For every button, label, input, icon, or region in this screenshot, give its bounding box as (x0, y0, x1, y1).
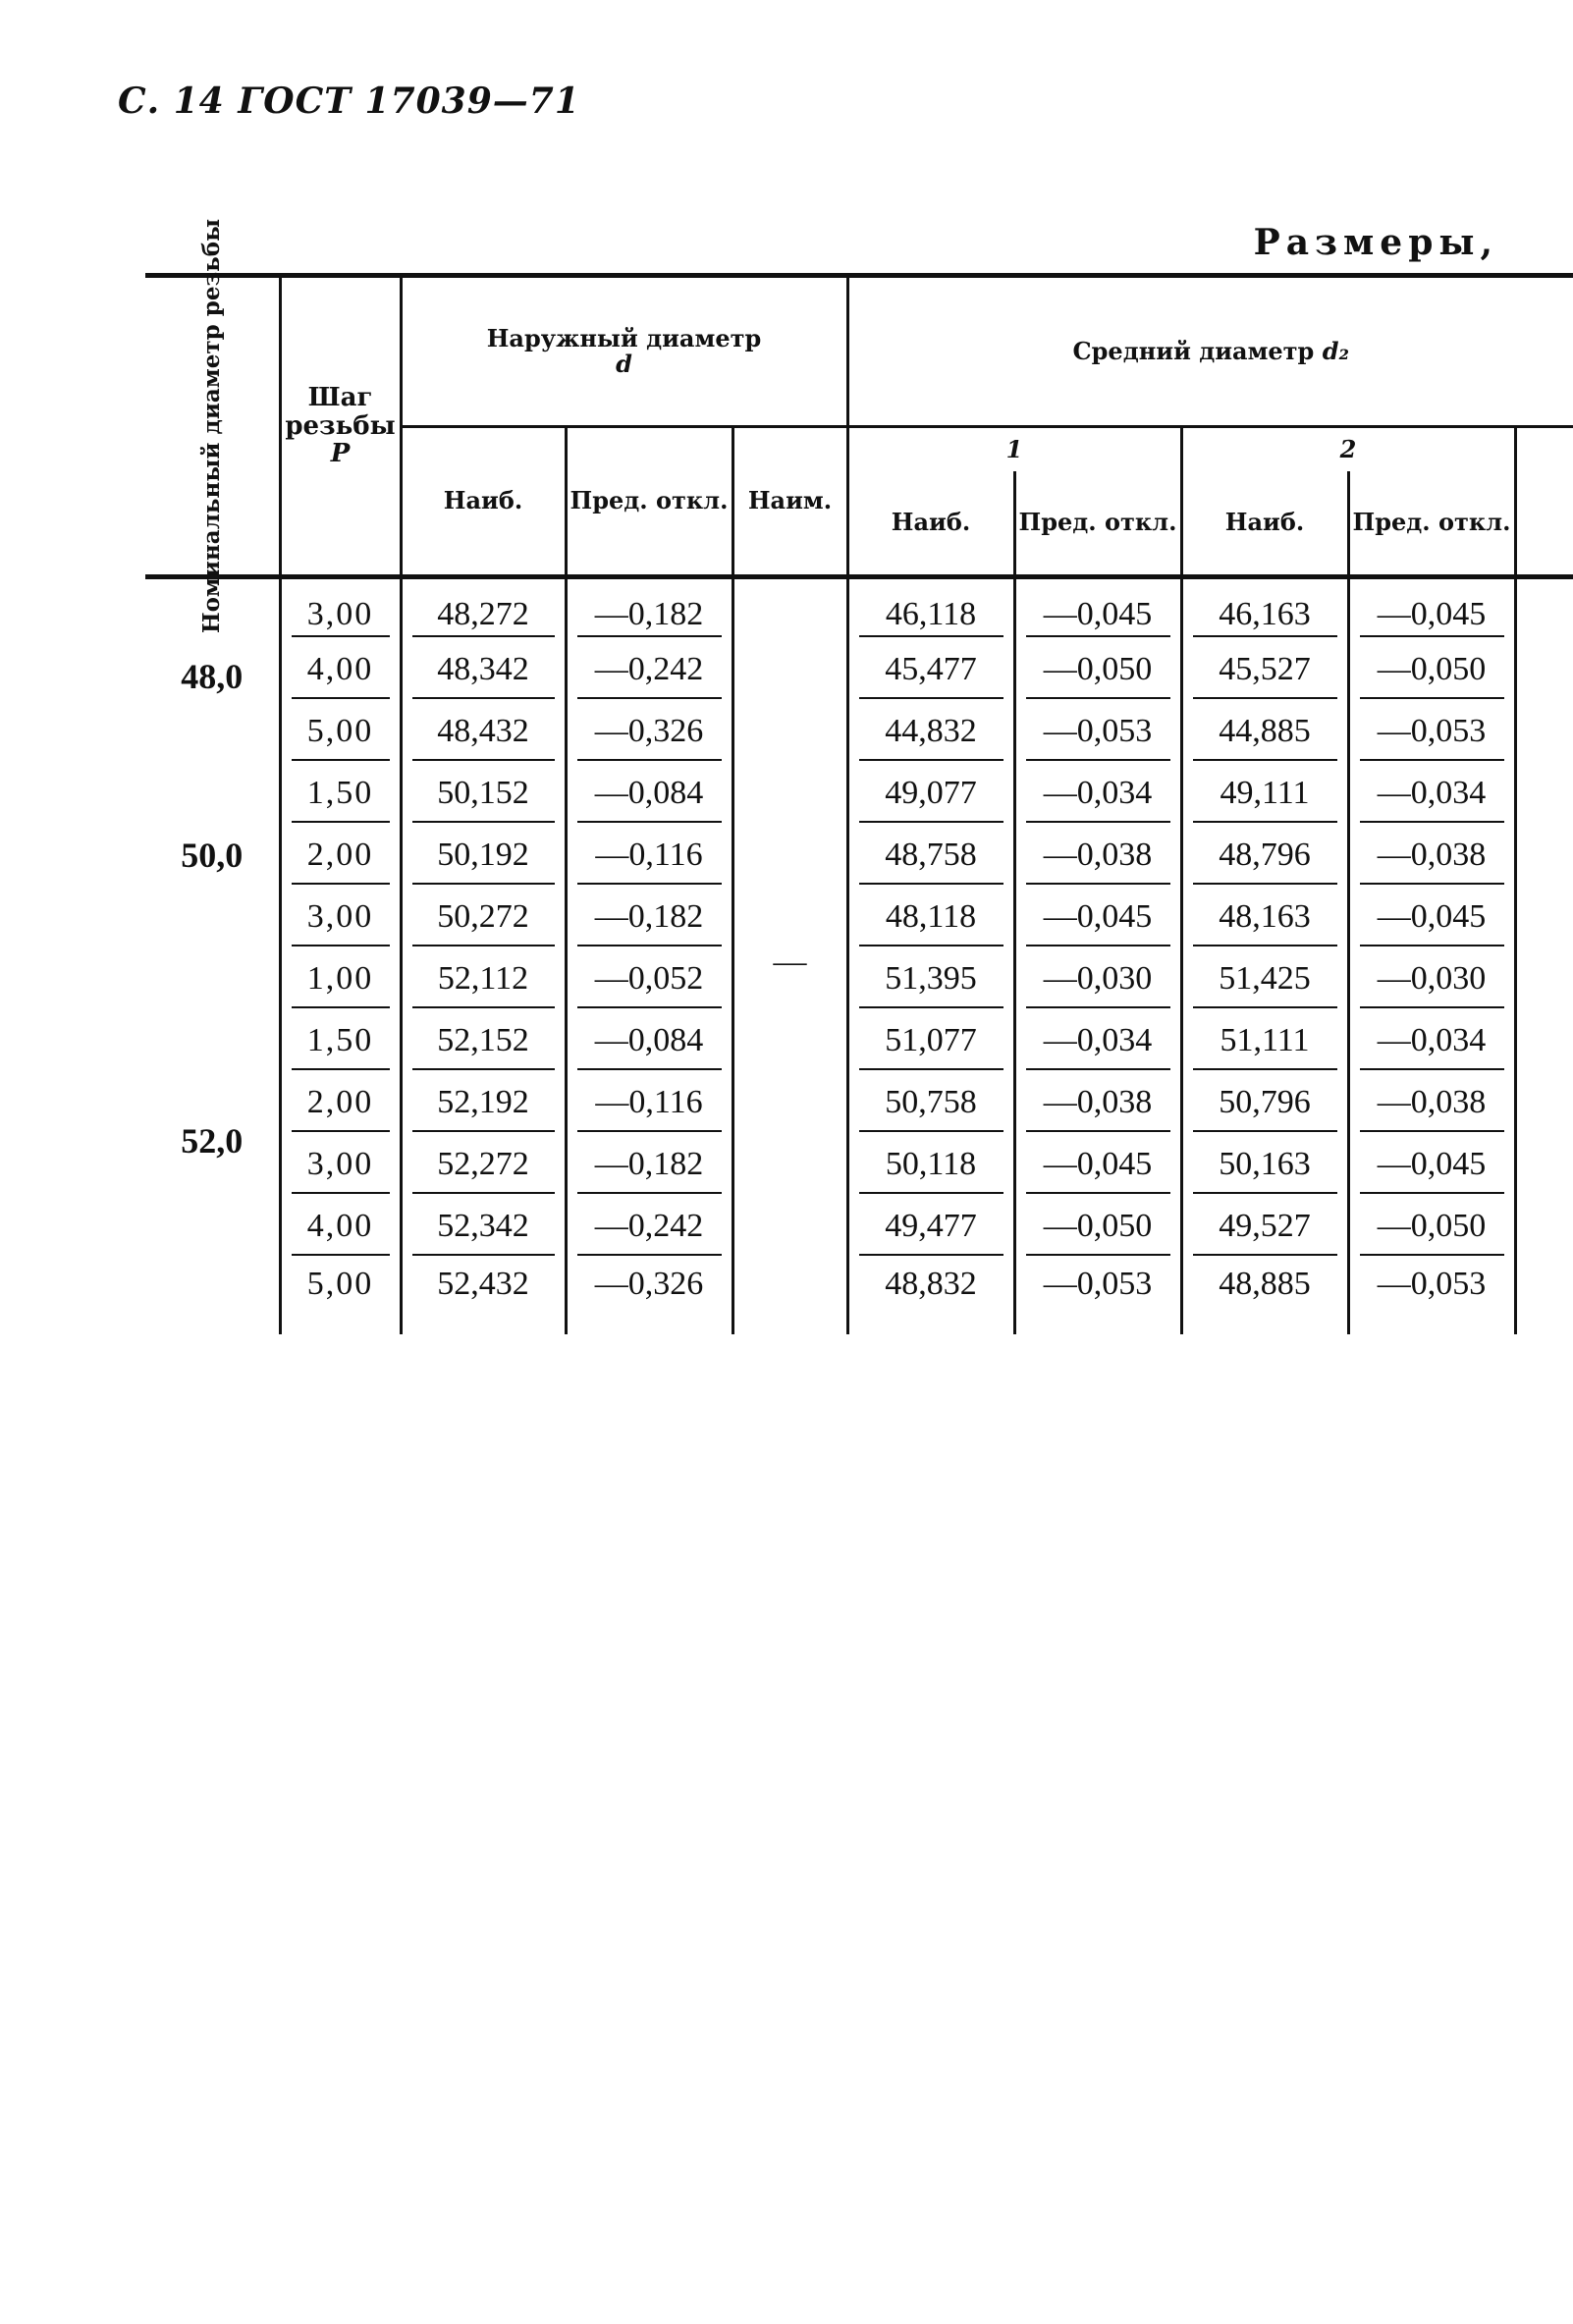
mean2-dev-cell: —0,053 (1348, 701, 1515, 763)
outer-dev-cell: —0,242 (566, 1196, 732, 1258)
mean2-dev-cell: —0,045 (1348, 887, 1515, 948)
outer-diameter-symbol: d (616, 350, 632, 378)
mean2-max-cell: 49,111 (1181, 763, 1348, 825)
mean1-dev-cell: —0,038 (1014, 1072, 1181, 1134)
mean1-max-cell: 45,477 (847, 639, 1014, 701)
mean2-dev-cell: —0,034 (1348, 763, 1515, 825)
mean1-max-cell: 46,118 (847, 577, 1014, 639)
outer-max-cell: 48,432 (401, 701, 566, 763)
pitch-cell: 5,00 (280, 701, 401, 763)
table-row (145, 1010, 1573, 1072)
outer-max-cell: 48,342 (401, 639, 566, 701)
outer-max-cell: 50,192 (401, 825, 566, 887)
mean1-max-cell: 48,832 (847, 1258, 1014, 1334)
mean-diameter-symbol: d₂ (1322, 336, 1349, 365)
outer-dev-cell: —0,084 (566, 1010, 732, 1072)
mean1-dev-cell: —0,045 (1014, 1134, 1181, 1196)
mean2-max-cell: 45,527 (1181, 639, 1348, 701)
outer-dev-cell: —0,326 (566, 701, 732, 763)
mean-group-2-header: 2 (1181, 427, 1515, 472)
mean1-dev-cell: —0,050 (1014, 1196, 1181, 1258)
pitch-cell: 4,00 (280, 1196, 401, 1258)
empty-cell (1515, 887, 1573, 948)
mean2-max-header: Наиб. (1181, 471, 1348, 577)
mean-diameter-label: Средний диаметр (1072, 336, 1315, 365)
mean2-max-cell: 51,425 (1181, 948, 1348, 1010)
mean2-dev-cell: —0,053 (1348, 1258, 1515, 1334)
mean1-max-cell: 51,395 (847, 948, 1014, 1010)
outer-min-header: Наим. (732, 427, 847, 577)
empty-cell (1515, 763, 1573, 825)
empty-cell (1515, 1072, 1573, 1134)
pitch-cell: 1,50 (280, 763, 401, 825)
nominal-diameter-label: Номинальный диаметр резьбы (197, 218, 225, 634)
outer-max-cell: 52,272 (401, 1134, 566, 1196)
mean1-max-cell: 48,118 (847, 887, 1014, 948)
pitch-header (280, 276, 401, 577)
outer-max-cell: 52,112 (401, 948, 566, 1010)
outer-dev-cell: —0,116 (566, 1072, 732, 1134)
mean2-max-cell: 44,885 (1181, 701, 1348, 763)
mean2-dev-cell: —0,030 (1348, 948, 1515, 1010)
pitch-cell: 5,00 (280, 1258, 401, 1334)
mean2-max-cell: 46,163 (1181, 577, 1348, 639)
outer-dev-cell: —0,116 (566, 825, 732, 887)
mean1-dev-header: Пред. откл. (1014, 471, 1181, 577)
nominal-diameter-cell: 48,0 (181, 657, 244, 697)
table-row (145, 1196, 1573, 1258)
empty-cell (1515, 577, 1573, 639)
empty-header-cell (1515, 427, 1573, 577)
pitch-cell: 4,00 (280, 639, 401, 701)
pitch-label: Шаг резьбы (285, 383, 396, 441)
mean2-dev-cell: —0,045 (1348, 577, 1515, 639)
empty-cell (1515, 825, 1573, 887)
mean2-dev-header: Пред. откл. (1348, 471, 1515, 577)
mean2-dev-cell: —0,038 (1348, 825, 1515, 887)
outer-dev-header: Пред. откл. (566, 427, 732, 577)
pitch-cell: 3,00 (280, 577, 401, 639)
outer-dev-cell: —0,182 (566, 577, 732, 639)
outer-max-header: Наиб. (401, 427, 566, 577)
outer-dev-cell: —0,242 (566, 639, 732, 701)
page-header: С. 14 ГОСТ 17039—71 (118, 81, 580, 122)
mean-diameter-header (847, 276, 1573, 427)
mean1-max-cell: 50,758 (847, 1072, 1014, 1134)
outer-min-cell: — (732, 577, 847, 1334)
mean1-max-header: Наиб. (847, 471, 1014, 577)
pitch-cell: 3,00 (280, 1134, 401, 1196)
empty-cell (1515, 639, 1573, 701)
table-row (145, 577, 1573, 639)
mean1-max-cell: 51,077 (847, 1010, 1014, 1072)
outer-dev-cell: —0,052 (566, 948, 732, 1010)
mean1-dev-cell: —0,045 (1014, 577, 1181, 639)
outer-max-cell: 52,192 (401, 1072, 566, 1134)
nominal-diameter-cell: 50,0 (181, 836, 244, 875)
outer-dev-cell: —0,182 (566, 887, 732, 948)
mean1-dev-cell: —0,034 (1014, 1010, 1181, 1072)
outer-max-cell: 52,432 (401, 1258, 566, 1334)
mean1-dev-cell: —0,030 (1014, 948, 1181, 1010)
table-row (145, 763, 1573, 825)
mean1-dev-cell: —0,038 (1014, 825, 1181, 887)
table-row (145, 1258, 1573, 1334)
outer-diameter-header (401, 276, 847, 427)
table-row (145, 639, 1573, 701)
pitch-cell: 2,00 (280, 825, 401, 887)
mean2-max-cell: 50,796 (1181, 1072, 1348, 1134)
mean2-max-cell: 48,885 (1181, 1258, 1348, 1334)
table-row (145, 887, 1573, 948)
outer-dev-cell: —0,084 (566, 763, 732, 825)
mean-group-1-header: 1 (847, 427, 1181, 472)
nominal-diameter-cell: 52,0 (181, 1121, 244, 1161)
mean2-dev-cell: —0,038 (1348, 1072, 1515, 1134)
mean1-dev-cell: —0,053 (1014, 1258, 1181, 1334)
mean1-dev-cell: —0,050 (1014, 639, 1181, 701)
outer-dev-cell: —0,182 (566, 1134, 732, 1196)
outer-max-cell: 50,272 (401, 887, 566, 948)
pitch-cell: 1,00 (280, 948, 401, 1010)
mean1-max-cell: 49,077 (847, 763, 1014, 825)
mean1-max-cell: 44,832 (847, 701, 1014, 763)
pitch-cell: 2,00 (280, 1072, 401, 1134)
mean1-dev-cell: —0,034 (1014, 763, 1181, 825)
mean2-max-cell: 51,111 (1181, 1010, 1348, 1072)
outer-max-cell: 52,342 (401, 1196, 566, 1258)
mean2-dev-cell: —0,034 (1348, 1010, 1515, 1072)
mean2-dev-cell: —0,050 (1348, 1196, 1515, 1258)
mean2-max-cell: 48,796 (1181, 825, 1348, 887)
table-row (145, 1134, 1573, 1196)
mean1-dev-cell: —0,045 (1014, 887, 1181, 948)
mean2-max-cell: 48,163 (1181, 887, 1348, 948)
pitch-symbol: P (330, 439, 351, 469)
outer-max-cell: 48,272 (401, 577, 566, 639)
table-body (145, 577, 1573, 1334)
outer-diameter-label: Наружный диаметр (486, 323, 762, 352)
table-row (145, 825, 1573, 887)
mean2-max-cell: 50,163 (1181, 1134, 1348, 1196)
empty-cell (1515, 948, 1573, 1010)
mean1-max-cell: 50,118 (847, 1134, 1014, 1196)
empty-cell (1515, 1196, 1573, 1258)
pitch-cell: 1,50 (280, 1010, 401, 1072)
units-label: Размеры, (1253, 222, 1498, 263)
mean2-max-cell: 49,527 (1181, 1196, 1348, 1258)
mean1-dev-cell: —0,053 (1014, 701, 1181, 763)
mean2-dev-cell: —0,045 (1348, 1134, 1515, 1196)
mean1-max-cell: 48,758 (847, 825, 1014, 887)
table-row (145, 701, 1573, 763)
table-row (145, 1072, 1573, 1134)
empty-cell (1515, 701, 1573, 763)
outer-max-cell: 52,152 (401, 1010, 566, 1072)
outer-max-cell: 50,152 (401, 763, 566, 825)
empty-cell (1515, 1010, 1573, 1072)
empty-cell (1515, 1134, 1573, 1196)
mean1-max-cell: 49,477 (847, 1196, 1014, 1258)
empty-cell (1515, 1258, 1573, 1334)
table-row (145, 948, 1573, 1010)
pitch-cell: 3,00 (280, 887, 401, 948)
outer-dev-cell: —0,326 (566, 1258, 732, 1334)
nominal-diameter-header (145, 218, 280, 634)
mean2-dev-cell: —0,050 (1348, 639, 1515, 701)
